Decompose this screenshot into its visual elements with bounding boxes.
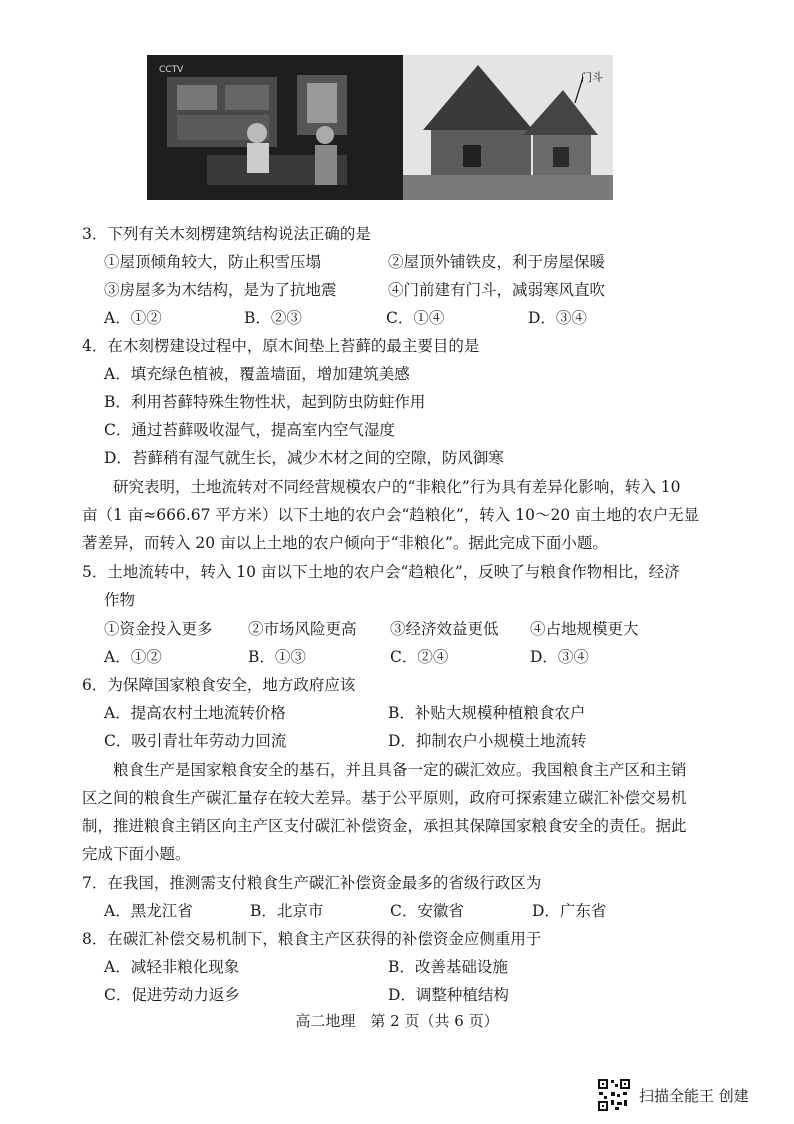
q6-option-d: D．抑制农户小规模土地流转 (388, 732, 587, 750)
q7-option-a: A．黑龙江省 (104, 902, 193, 920)
q6-stem: 6．为保障国家粮食安全，地方政府应该 (82, 676, 356, 694)
q4-option-d: D．苔藓稍有湿气就生长，减少木材之间的空隙，防风御寒 (104, 449, 504, 467)
q7-option-d: D．广东省 (532, 902, 607, 920)
q5-statement-4: ④占地规模更大 (530, 620, 639, 638)
q5-option-b: B．①③ (248, 648, 306, 666)
passage2-line-1: 研究表明，土地流转对不同经营规模农户的“非粮化”行为具有差异化影响，转入 10 (82, 478, 681, 496)
passage3-line-2: 区之间的粮食生产碳汇量存在较大差异。基于公平原则，政府可探索建立碳汇补偿交易机 (82, 789, 687, 807)
q5-statement-3: ③经济效益更低 (390, 620, 499, 638)
q8-stem: 8．在碳汇补偿交易机制下，粮食主产区获得的补偿资金应侧重用于 (82, 930, 542, 948)
q5-stem-line-2: 作物 (104, 591, 136, 609)
q5-option-a: A．①② (104, 648, 162, 666)
qr-code-icon (597, 1078, 631, 1112)
q6-option-a: A．提高农村土地流转价格 (104, 704, 286, 722)
q8-option-b: B．改善基础设施 (388, 958, 508, 976)
q5-statement-2: ②市场风险更高 (248, 620, 357, 638)
passage2-line-2: 亩（1 亩≈666.67 平方米）以下土地的农户会“趋粮化”，转入 10～20 亩土地的农户无显 (82, 506, 700, 524)
q7-option-b: B．北京市 (250, 902, 324, 920)
q3-statement-2: ②屋顶外铺铁皮，利于房屋保暖 (388, 253, 606, 271)
q3-statement-1: ①屋顶倾角较大，防止积雪压塌 (104, 253, 322, 271)
passage3-line-1: 粮食生产是国家粮食安全的基石，并且具备一定的碳汇效应。我国粮食主产区和主销 (82, 761, 687, 779)
q3-option-a: A．①② (104, 309, 162, 327)
scanner-label: 扫描全能王 创建 (639, 1086, 749, 1105)
photo-strip (147, 55, 613, 200)
q7-stem: 7．在我国，推测需支付粮食生产碳汇补偿资金最多的省级行政区为 (82, 874, 542, 892)
q4-stem: 4．在木刻楞建设过程中，原木间垫上苔藓的最主要目的是 (82, 337, 480, 355)
q7-option-c: C．安徽省 (390, 902, 464, 920)
q8-option-c: C．促进劳动力返乡 (104, 986, 240, 1004)
tv-channel-logo: CCTV (159, 65, 184, 75)
tv-studio-photo (147, 55, 403, 200)
scanner-watermark (597, 1078, 749, 1112)
tv-studio-image (147, 55, 403, 200)
passage3-line-4: 完成下面小题。 (82, 845, 191, 863)
q5-option-c: C．②④ (390, 648, 449, 666)
q3-option-b: B．②③ (244, 309, 302, 327)
q3-option-d: D．③④ (528, 309, 587, 327)
q3-stem: 3．下列有关木刻楞建筑结构说法正确的是 (82, 225, 371, 243)
q5-statement-1: ①资金投入更多 (104, 620, 213, 638)
q3-statement-4: ④门前建有门斗，减弱寒风直吹 (388, 281, 606, 299)
q3-statement-3: ③房屋多为木结构，是为了抗地震 (104, 281, 337, 299)
q4-option-a: A．填充绿色植被，覆盖墙面，增加建筑美感 (104, 365, 410, 383)
log-house-photo (403, 55, 613, 200)
q5-option-d: D．③④ (530, 648, 589, 666)
q8-option-d: D．调整种植结构 (388, 986, 509, 1004)
q5-stem-line-1: 5．土地流转中，转入 10 亩以下土地的农户会“趋粮化”，反映了与粮食作物相比，经济 (82, 563, 680, 581)
q8-option-a: A．减轻非粮化现象 (104, 958, 240, 976)
q3-option-c: C．①④ (386, 309, 445, 327)
passage3-line-3: 制，推进粮食主销区向主产区支付碳汇补偿资金，承担其保障国家粮食安全的责任。据此 (82, 817, 687, 835)
page-footer: 高二地理 第 2 页（共 6 页） (295, 1012, 499, 1030)
vestibule-label: 门斗 (581, 71, 603, 84)
q4-option-c: C．通过苔藓吸收湿气，提高室内空气湿度 (104, 421, 395, 439)
q6-option-c: C．吸引青壮年劳动力回流 (104, 732, 287, 750)
passage2-line-3: 著差异，而转入 20 亩以上土地的农户倾向于“非粮化”。据此完成下面小题。 (82, 534, 608, 552)
q6-option-b: B．补贴大规模种植粮食农户 (388, 704, 586, 722)
q4-option-b: B．利用苔藓特殊生物性状，起到防虫防蛀作用 (104, 393, 426, 411)
